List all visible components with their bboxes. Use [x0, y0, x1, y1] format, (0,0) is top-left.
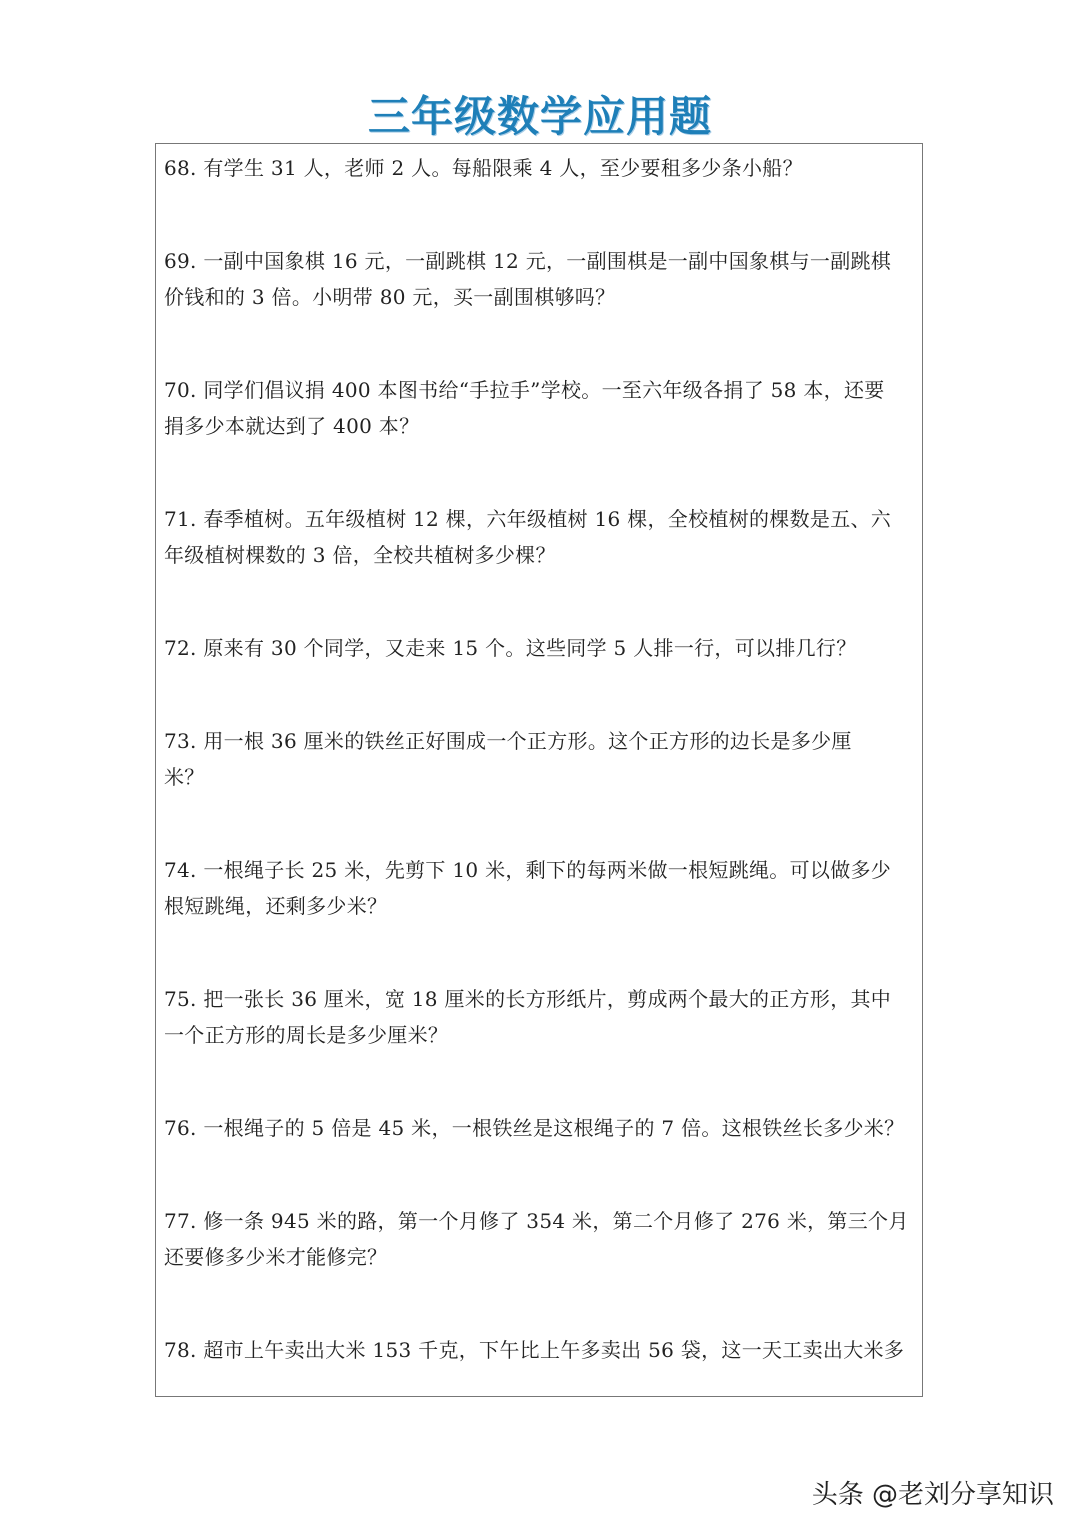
question-line: 71. 春季植树。五年级植树 12 棵，六年级植树 16 棵，全校植树的棵数是五、六	[164, 507, 892, 531]
question-line: 70. 同学们倡议捐 400 本图书给“手拉手”学校。一至六年级各捐了 58 本，还要	[164, 378, 885, 402]
question-line: 还要修多少米才能修完？	[164, 1245, 388, 1269]
question-line: 根短跳绳，还剩多少米？	[164, 894, 388, 918]
question-line: 68. 有学生 31 人，老师 2 人。每船限乘 4 人，至少要租多少条小船？	[164, 156, 803, 180]
question-line: 一个正方形的周长是多少厘米？	[164, 1023, 449, 1047]
questions-box	[155, 143, 923, 1397]
question-line: 价钱和的 3 倍。小明带 80 元，买一副围棋够吗？	[164, 285, 616, 309]
question-item	[164, 723, 922, 795]
question-line: 米？	[164, 765, 205, 789]
question-item	[164, 150, 922, 186]
question-line: 捐多少本就达到了 400 本？	[164, 414, 420, 438]
question-item	[164, 981, 922, 1053]
question-item	[164, 1110, 922, 1146]
question-line: 75. 把一张长 36 厘米，宽 18 厘米的长方形纸片，剪成两个最大的正方形，其中	[164, 987, 892, 1011]
question-line: 77. 修一条 945 米的路，第一个月修了 354 米，第二个月修了 276 米，第三个月	[164, 1209, 909, 1233]
question-line: 76. 一根绳子的 5 倍是 45 米，一根铁丝是这根绳子的 7 倍。这根铁丝长多少米？	[164, 1116, 905, 1140]
question-line: 69. 一副中国象棋 16 元，一副跳棋 12 元，一副围棋是一副中国象棋与一副跳棋	[164, 249, 892, 273]
watermark: 头条 @老刘分享知识	[811, 1480, 1054, 1510]
question-item	[164, 501, 922, 573]
question-item	[164, 852, 922, 924]
question-item	[164, 1332, 922, 1368]
question-line: 74. 一根绳子长 25 米，先剪下 10 米，剩下的每两米做一根短跳绳。可以做多少	[164, 858, 892, 882]
question-line: 78. 超市上午卖出大米 153 千克，下午比上午多卖出 56 袋，这一天工卖出大米多	[164, 1338, 905, 1362]
question-item	[164, 1203, 922, 1275]
question-item	[164, 630, 922, 666]
question-line: 72. 原来有 30 个同学，又走来 15 个。这些同学 5 人排一行，可以排几行？	[164, 636, 857, 660]
question-line: 年级植树棵数的 3 倍，全校共植树多少棵？	[164, 543, 556, 567]
page-title: 三年级数学应用题	[367, 92, 712, 141]
question-item	[164, 243, 922, 315]
question-line: 73. 用一根 36 厘米的铁丝正好围成一个正方形。这个正方形的边长是多少厘	[164, 729, 852, 753]
question-item	[164, 372, 922, 444]
